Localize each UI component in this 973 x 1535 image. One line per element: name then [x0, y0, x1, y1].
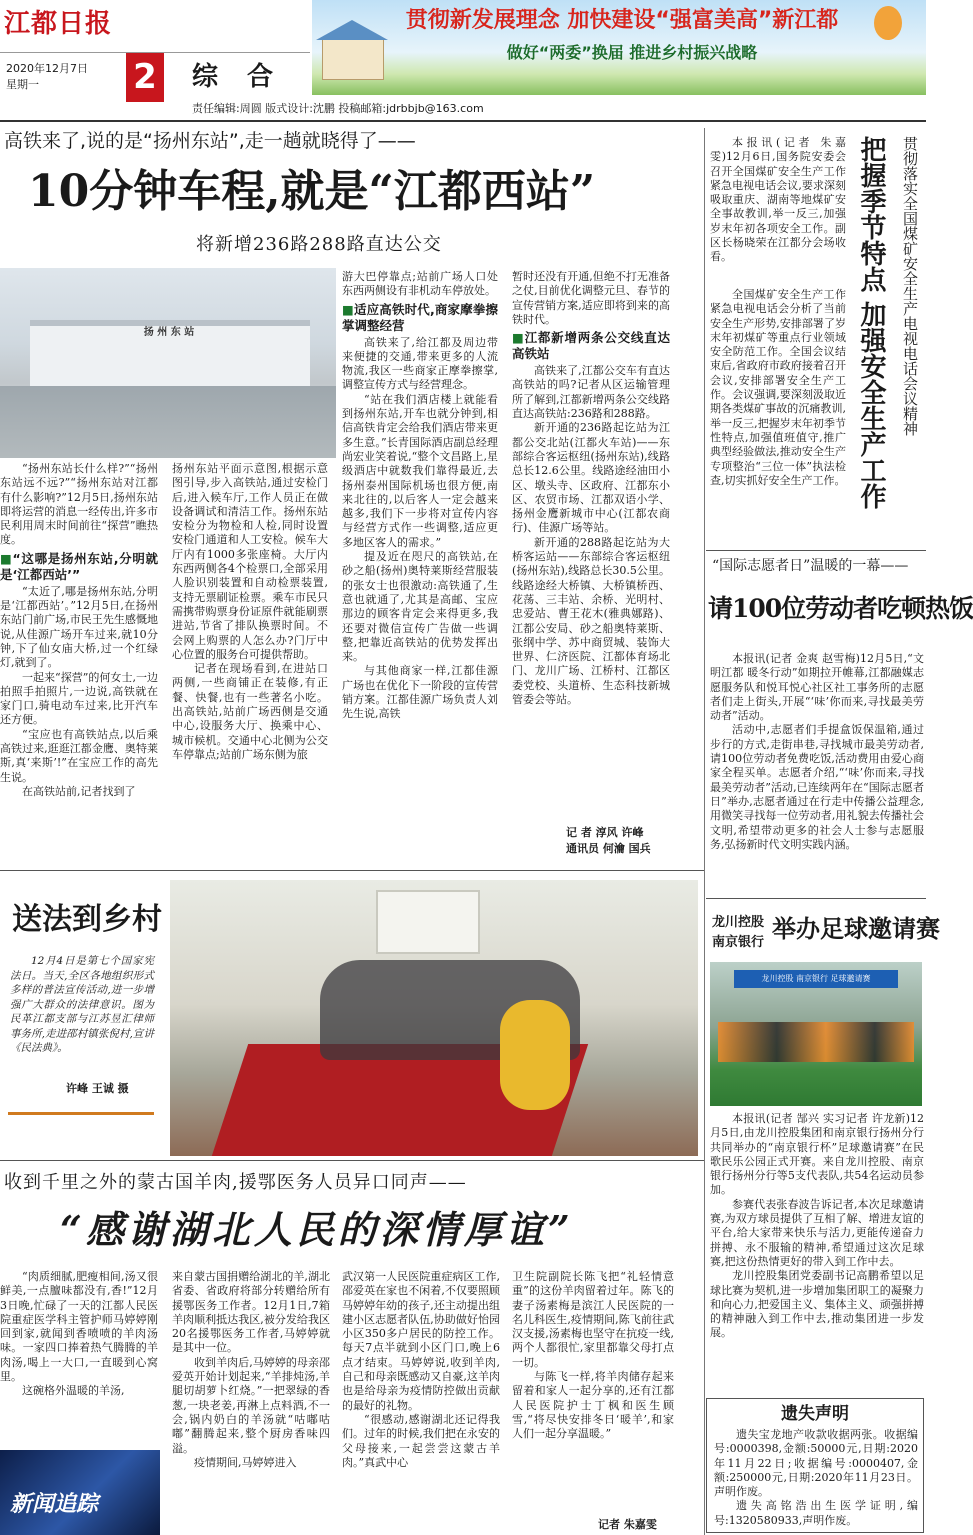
masthead-rule [0, 52, 310, 53]
paragraph: 一起来“探营”的何女士,一边拍照手拍照片,一边说,高铁就在家门口,骑电动车过来,比开汽车还方便。 [0, 670, 158, 727]
paragraph: “太近了,哪是扬州东站,分明是‘江都西站’。”12月5日,在扬州东站门前广场,市民王先生感慨地说,从佳源广场开车过来,就10分钟,下了仙女庙大桥,过一个红绿灯,就到了。 [0, 584, 158, 670]
masthead [0, 0, 926, 120]
paragraph: 来自蒙古国捐赠给湖北的羊,湖北省委、省政府将部分转赠给所有援鄂医务工作者。12月1日,7箱羊肉顺利抵达我区,被分发给我区20名援鄂医务工作者,马婷婷就是其中一位。 [172, 1270, 330, 1355]
team-players [718, 1022, 914, 1062]
football-sponsor-1: 龙川控股 [712, 915, 765, 930]
law-title: 送法到乡村 [12, 902, 162, 937]
column-rule [704, 128, 705, 870]
station-photo [0, 268, 336, 458]
safety-vertical-title: 把握季节特点 加强安全生产工作 [856, 136, 886, 510]
paragraph: 与其他商家一样,江都佳源广场也在优化下一阶段的宣传营销方案。江都佳源广场负责人刘先生说,高铁 [342, 664, 498, 721]
volunteer-kicker: “国际志愿者日”温暖的一幕—— [712, 558, 909, 574]
paragraph: 这碗格外温暖的羊汤, [22, 1384, 125, 1398]
paragraph: 武汉第一人民医院重症病区工作,邵爱英在家也不闲着,不仅要照顾马婷婷年幼的孩子,还主动提出组建小区志愿者队伍,协助做好怡园小区350多户居民的防控工作。每天7点半就到小区门口,晚上6点才结束。马婷婷说,收到羊肉,自己和母亲既感动又自豪,这羊肉也是给母亲为疫情防控做出贡献的最好的礼物。 [342, 1270, 500, 1412]
section-name: 综 合 [192, 62, 284, 92]
section-rule [706, 550, 926, 551]
paragraph: 暂时还没有开通,但绝不打无准备之仗,目前优化调整元旦、春节的宣传营销方案,适应即将到来的高铁时代。 [512, 270, 670, 326]
section-rule [706, 898, 926, 899]
subheading-text: 适应高铁时代,商家摩拳擦掌调整经营 [342, 301, 499, 333]
lost-notice-body [714, 1428, 918, 1532]
paragraph: 活动中,志愿者们手提盒饭保温箱,通过步行的方式,走街串巷,寻找城市最美劳动者,请100位劳动者免费吃饭,活动费用由爱心商家全程买单。志愿者介绍,“‘味’你而来,寻找最美劳动者”活动,已连续两年在“国际志愿者日”举办,志愿者通过在行走中传播公益理念,用微笑寻找每一位劳动者,用礼貌去传播社会文明,希望带动更多的社会人士参与志愿服务,弘扬新时代文明实践内涵。 [710, 723, 924, 851]
mutton-column-4 [512, 1270, 674, 1510]
lead-column-2 [172, 462, 328, 854]
law-caption [10, 954, 154, 1076]
page-number: 2 [126, 52, 164, 102]
football-body [710, 1112, 924, 1394]
paragraph: “扬州东站长什么样?”“扬州东站远不远?”“扬州东站对江都有什么影响?”12月5日,扬州东站即将运营的消息一经传出,许多市民利用周末时间前往“探营”瞧热度。 [0, 462, 158, 547]
paragraph: 收到羊肉后,马婷婷的母亲邵爱英开始计划起来,“羊排炖汤,羊腿切胡萝卜红烧。”一把翠绿的香葱,一块老姜,再淋上点料酒,不一会,锅内奶白的羊汤就“咕嘟咕嘟”翻腾起来,整个厨房香味四溢。 [172, 1355, 330, 1455]
child-yellow-coat [500, 1000, 570, 1110]
lead-headline: 10分钟车程,就是“江都西站” [28, 166, 596, 217]
paragraph: 12月4日是第七个国家宪法日。当天,全区各地组织形式多样的普法宣传活动,进一步增强广大群众的法律意识。图为民革江都支部与江苏昱汇律师事务所,走进邵村镇张倪村,宣讲《民法典》。 [10, 955, 154, 1054]
subheading [512, 330, 670, 362]
station-sign: 扬 州 东 站 [143, 327, 195, 338]
paragraph: 本报讯(记者 金爽 赵雪梅)12月5日,“文明江都 暖冬行动”如期拉开帷幕,江都融媒志愿服务队和悦耳悦心社区社工事务所的志愿者们走上街头,开展“‘味’你而来,寻找最美劳动者”活动。 [710, 652, 924, 723]
news-tracking-logo-text: 新闻追踪 [10, 1492, 99, 1517]
volunteer-headline: 请100位劳动者吃顿热饭 [708, 594, 973, 623]
paragraph: 与陈飞一样,将羊肉储存起来留着和家人一起分享的,还有江都人民医院护士丁枫和医生顾雪,“将尽快安排冬日‘暖羊’,和家人们一起分享温暖。” [512, 1370, 674, 1441]
paragraph: 记者在现场看到,在进站口两侧,一些商铺正在装修,有正餐、快餐,也有一些著名小吃。出高铁站,站前广场西侧是交通中心,设服务大厅、换乘中心、城市候机。交通中心北侧为公交车停靠点;站前广场东侧为旅 [172, 662, 328, 761]
safety-vertical-subtitle: 贯彻落实全国煤矿安全生产电视电话会议精神 [901, 136, 919, 436]
paragraph: 游大巴停靠点;站前广场人口处东西两侧设有非机动车停放处。 [342, 270, 498, 298]
news-tracking-logo [0, 1450, 160, 1535]
mutton-column-2 [172, 1270, 330, 1535]
paragraph: 新开通的236路起讫站为江都公交北站(江都火车站)——东部综合客运枢纽(扬州东站),线路总长12.6公里。线路途经油田小区、墩头寺、区政府、江都东小区、农贸市场、江都双语小学、扬州金鹰新城市中心(江都农商行)、佳源广场等站。 [512, 421, 670, 535]
banner [312, 0, 926, 95]
paragraph: 龙川控股集团党委副书记高鹏希望以足球比赛为契机,进一步增加集团职工的凝聚力和向心力,把爱国主义、集体主义、顽强拼搏的精神融入到工作中去,推动集团进一步发展。 [710, 1269, 924, 1340]
paragraph: 新开通的288路起讫站为大桥客运站——东部综合客运枢纽(扬州东站),线路总长30.5公里。线路途经大桥镇、大桥镇桥西、花荡、三丰站、余桥、光明村、忠爱站、曹王花木(雅典娜路)、江都公安局、砂之船奥特莱斯、张纲中学、苏中商贸城、装饰大世界、仁济医院、江都体育场北门、龙川广场、江桥村、江都区委党校、头道桥、生态科技新城管委会等站。 [512, 535, 670, 707]
newspaper-logo: 江都日报 [4, 9, 113, 39]
football-photo [710, 962, 922, 1106]
paragraph: 扬州东站平面示意图,根据示意图引导,步入高铁站,通过安检门后,进入候车厅,工作人员正在做设备调试和清洁工作。扬州东站安检分为物检和人检,同时设置安检门通道和人工安检。候车大厅内有1000多张座椅。大厅内东西两侧各4个检票口,全部采用人脸识别装置和自动检票装置,支持无票刷证检票。乘车市民只需携带购票身份证原件就能刷票进站,节省了排队换票时间。不会网上购票的人怎么办?门厅中心位置的服务台可提供帮助。 [172, 462, 328, 661]
mutton-headline: “感谢湖北人民的深情厚谊” [60, 1207, 574, 1252]
lost-notice-title: 遗失声明 [781, 1404, 849, 1424]
safety-body-a [710, 136, 846, 286]
football-sponsor-2: 南京银行 [712, 935, 765, 950]
safety-body-b [710, 288, 846, 544]
fountain-plaza [0, 386, 336, 458]
editors-line: 责任编辑:周圆 版式设计:沈鹏 投稿邮箱:jdrbbjb@163.com [192, 102, 484, 115]
paragraph: 遗失宝龙地产收款收据两张。收据编号:0000398,金额:50000元,日期:2020年11月22日;收据编号:0000407,金额:250000元,日期:2020年11月23日。声明作废。 [714, 1428, 918, 1499]
square-bullet-icon: ■ [512, 330, 525, 346]
lead-column-1 [0, 462, 158, 854]
issue-date: 2020年12月7日 [6, 62, 88, 75]
paragraph: 全国煤矿安全生产工作紧急电视电话会分析了当前安全生产形势,安排部署了岁末年初煤矿等重点行业领域安全防范工作。全国会议结束后,省政府市政府接着召开会议,安排部署安全生产工作。会议强调,要深刻汲取近期各类煤矿事故的沉痛教训,举一反三,把握岁末年初季节性特点,加强值班值守,推广典型经验做法,推动安全生产专项整治“三位一体”执法检查,切实抓好安全生产工作。 [710, 288, 846, 487]
subheading [342, 302, 498, 334]
paragraph: 在高铁站前,记者找到了 [22, 784, 136, 798]
section-rule [0, 1160, 704, 1161]
wall-poster [376, 890, 480, 954]
paragraph: “站在我们酒店楼上就能看到扬州东站,开车也就分钟到,相信高铁肯定会给我们酒店带来更多生意。”长青国际酒店副总经理尚宏业笑着说,“整个文昌路上,星级酒店中就数我们靠得最近,去扬州泰州国际机场也很方便,南来北往的,以后客人一定会越来越多,我们下一步将对宣传内容与经营方式作一些调整,适应更多地区客人的需求。” [342, 392, 498, 549]
paragraph: “宝应也有高铁站点,以后乘高铁过来,逛逛江都金鹰、奥特莱斯,真‘来斯’!”在宝应工作的高先生说。 [0, 727, 158, 784]
square-bullet-icon: ■ [0, 550, 13, 566]
paragraph: 参赛代表张春波告诉记者,本次足球邀请赛,为双方球员提供了互相了解、增进友谊的平台,给大家带来快乐与活力,更能传递奋力拼搏、永不服输的精神,希望通过这次足球赛,把这份热情更好的带入到工作中去。 [710, 1197, 924, 1268]
football-headline: 举办足球邀请赛 [772, 914, 940, 943]
mutton-kicker: 收到千里之外的蒙古国羊肉,援鄂医务人员异口同声—— [4, 1172, 467, 1193]
mutton-byline: 记者 朱嘉雯 [598, 1518, 657, 1531]
lead-column-4 [512, 270, 670, 818]
lead-byline-correspondents: 通讯员 何瀹 国兵 [566, 842, 651, 855]
subheading [0, 551, 158, 583]
paragraph: 高铁来了,给江都及周边带来便捷的交通,带来更多的人流物流,我区一些商家正摩拳擦掌,调整宣传方式与经营理念。 [342, 335, 498, 392]
lead-subhead: 将新增236路288路直达公交 [196, 234, 442, 255]
banner-subline: 做好“两委”换届 推进乡村振兴战略 [506, 43, 758, 62]
caption-rule [8, 1112, 154, 1115]
subheading-text: “这哪是扬州东站,分明就是‘江都西站’” [0, 550, 158, 582]
volunteer-body [710, 652, 924, 896]
paragraph: 本报讯(记者 郜兴 实习记者 许龙新)12月5日,由龙川控股集团和南京银行扬州分行共同举办的“南京银行杯”足球邀请赛”在民歌民乐公园正式开赛。来自龙川控股、南京银行扬州分行等5支代表队,共54名运动员参加。 [710, 1112, 924, 1197]
paragraph: 本报讯(记者 朱嘉雯)12月6日,国务院安委会召开全国煤矿安全生产工作紧急电视电话会议,要求深刻吸取重庆、湖南等地煤矿安全事故教训,举一反三,加强岁末年初各项安全工作。副区长杨晓荣在江都分会场收看。 [710, 136, 846, 264]
paragraph: 疫情期间,马婷婷进入 [194, 1455, 297, 1469]
paragraph: 提及近在咫尺的高铁站,在砂之船(扬州)奥特莱斯经营服装的张女士也很激动:高铁通了,生意也就通了,尤其是高邮、宝应那边的顾客肯定会来得更多,我还要对微信宣传广告做一些调整,把靠近高铁站的优势发挥出来。 [342, 550, 498, 664]
masthead-bottom-rule [0, 120, 926, 122]
mutton-column-3 [342, 1270, 500, 1535]
law-photo [170, 880, 698, 1156]
column-rule [704, 870, 705, 1535]
law-photo-credit: 许峰 王诚 摄 [66, 1082, 129, 1095]
lead-byline-reporters: 记 者 淳风 许峰 [566, 826, 644, 839]
subheading-text: 江都新增两条公交线直达高铁站 [512, 330, 670, 362]
paragraph: “很感动,感谢湖北还记得我们。过年的时候,我们把在永安的父母接来,一起尝尝这蒙古羊肉。”真武中心 [342, 1412, 500, 1469]
paragraph: “肉质细腻,肥瘦相间,汤又很鲜美,一点膻味都没有,香!”12月3日晚,忙碌了一天的江都人民医院重症医学科主管护师马婷婷刚回到家,就闻到香喷喷的羊肉汤味。一家四口捧着热气腾腾的羊肉汤,喝上一大口,一直暖到心窝里。 [0, 1270, 158, 1384]
banner-headline: 贯彻新发展理念 加快建设“强富美高”新江都 [405, 8, 839, 33]
lead-kicker: 高铁来了,说的是“扬州东站”,走一趟就晓得了—— [4, 130, 416, 152]
section-rule [0, 870, 704, 871]
mutton-column-1 [0, 1270, 158, 1446]
paragraph: 遗失高铭浩出生医学证明,编号:1320580933,声明作废。 [714, 1499, 918, 1527]
football-banner: 龙川控股 南京银行 足球邀请赛 [734, 970, 898, 988]
paragraph: 卫生院副院长陈飞把“礼轻情意重”的这份羊肉留着过年。陈飞的妻子汤素梅是滨江人民医院的一名儿科医生,疫情期间,陈飞前往武汉支援,汤素梅也坚守在抗疫一线,两个人都很忙,家里都靠父母打点一切。 [512, 1270, 674, 1369]
square-bullet-icon: ■ [342, 301, 354, 317]
issue-weekday: 星期一 [6, 78, 39, 91]
lead-column-3 [342, 270, 498, 854]
paragraph: 高铁来了,江都公交车有直达高铁站的吗?记者从区运输管理所了解到,江都新增两条公交线路直达高铁站:236路和288路。 [512, 364, 670, 421]
